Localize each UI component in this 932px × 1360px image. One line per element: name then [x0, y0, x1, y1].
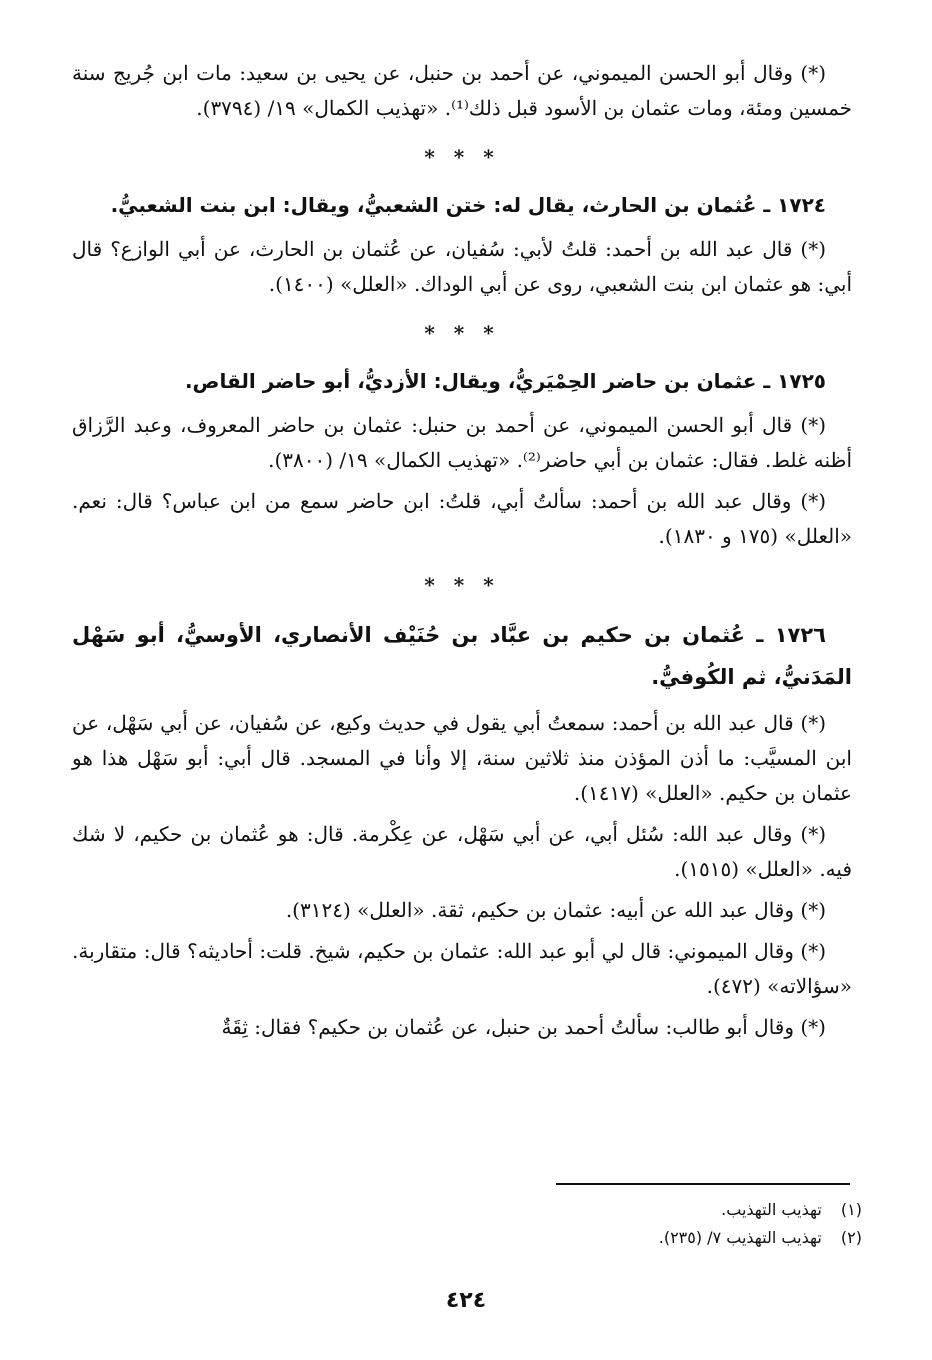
- paragraph: [72, 408, 852, 478]
- footnotes: [362, 1196, 862, 1252]
- paragraph-text: (*) وقال عبد الله: سُئل أبي، عن أبي سَهْل، عن عِكْرمة. قال: هو عُثمان بن حكيم، لا شك فيه. «العلل» (١٥١٥).: [72, 822, 852, 881]
- paragraph-text: (*) وقال الميموني: قال لي أبو عبد الله: عثمان بن حكيم، شيخ. قلت: أحاديثه؟ قال: متقاربة. «سؤالاته» (٤٧٢).: [72, 939, 852, 998]
- paragraph: [72, 232, 852, 302]
- paragraph-text: (*) وقال أبو الحسن الميموني، عن أحمد بن حنبل، عن يحيى بن سعيد: مات ابن جُريج سنة خمسين ومئة، ومات عثمان بن الأسود قبل ذلك⁽¹⁾. «تهذيب الكمال» ١٩/ (٣٧٩٤).: [72, 61, 852, 120]
- paragraph-text: (*) قال أبو الحسن الميموني، عن أحمد بن حنبل: عثمان بن حاضر المعروف، وعبد الرَّزاق أظنه غلط. فقال: عثمان بن أبي حاضر⁽²⁾. «تهذيب الكمال» ١٩/ (٣٨٠٠).: [72, 413, 852, 472]
- section-separator: * * *: [424, 145, 500, 169]
- paragraph: [72, 1010, 852, 1045]
- section-separator: * * *: [424, 321, 500, 345]
- entry-heading-1725: ١٧٢٥ ـ عثمان بن حاضر الحِمْيَريُّ، ويقال: الأزديُّ، أبو حاضر القاص.: [184, 369, 826, 393]
- paragraph: [72, 893, 852, 928]
- footnote-2: [362, 1224, 862, 1252]
- section-separator: * * *: [424, 573, 500, 597]
- paragraph-text: (*) وقال أبو طالب: سألتُ أحمد بن حنبل، عن عُثمان بن حكيم؟ فقال: ثِقَةٌ: [221, 1015, 826, 1039]
- paragraph-text: (*) قال عبد الله بن أحمد: قلتُ لأبي: سُفيان، عن عُثمان بن الحارث، عن أبي الوازع؟ قال أبي: هو عثمان ابن بنت الشعبي، روى عن أبي الوداك. «العلل» (١٤٠٠).: [72, 237, 852, 296]
- paragraph: [72, 817, 852, 887]
- entry-heading-1726: ١٧٢٦ ـ عُثمان بن حكيم بن عبَّاد بن حُنَيْف الأنصاري، الأوسيُّ، أبو سَهْل المَدَنيُّ، ثم الكُوفيُّ.: [72, 623, 852, 689]
- footnote-divider: [556, 1183, 850, 1185]
- footnote-1: [362, 1196, 862, 1224]
- paragraph-text: (*) قال عبد الله بن أحمد: سمعتُ أبي يقول في حديث وكيع، عن سُفيان، عن أبي سَهْل، عن ابن المسيَّب: ما أذن المؤذن منذ ثلاثين سنة، إلا وأنا في المسجد. قال أبي: أبو سَهْل هذا هو عثمان بن حكيم. «العلل» (١٤١٧).: [72, 711, 852, 805]
- footnote-text: تهذيب التهذيب.: [721, 1200, 822, 1219]
- paragraph: [72, 934, 852, 1004]
- page-body: [72, 56, 852, 1051]
- paragraph: [72, 706, 852, 811]
- paragraph-text: (*) وقال عبد الله عن أبيه: عثمان بن حكيم، ثقة. «العلل» (٣١٢٤).: [285, 898, 826, 922]
- footnote-number: (٢): [840, 1228, 862, 1247]
- footnote-number: (١): [840, 1200, 862, 1219]
- entry-heading-1724: ١٧٢٤ ـ عُثمان بن الحارث، يقال له: ختن الشعبيُّ، ويقال: ابن بنت الشعبيُّ.: [110, 193, 826, 217]
- footnote-text: تهذيب التهذيب ٧/ (٢٣٥).: [658, 1228, 822, 1247]
- paragraph: [72, 484, 852, 554]
- paragraph-text: (*) وقال عبد الله بن أحمد: سألتُ أبي، قلتُ: ابن حاضر سمع من ابن عباس؟ قال: نعم. «العلل» (١٧٥ و ١٨٣٠).: [72, 489, 852, 548]
- paragraph: [72, 56, 852, 126]
- page-number: ٤٢٤: [445, 1288, 487, 1313]
